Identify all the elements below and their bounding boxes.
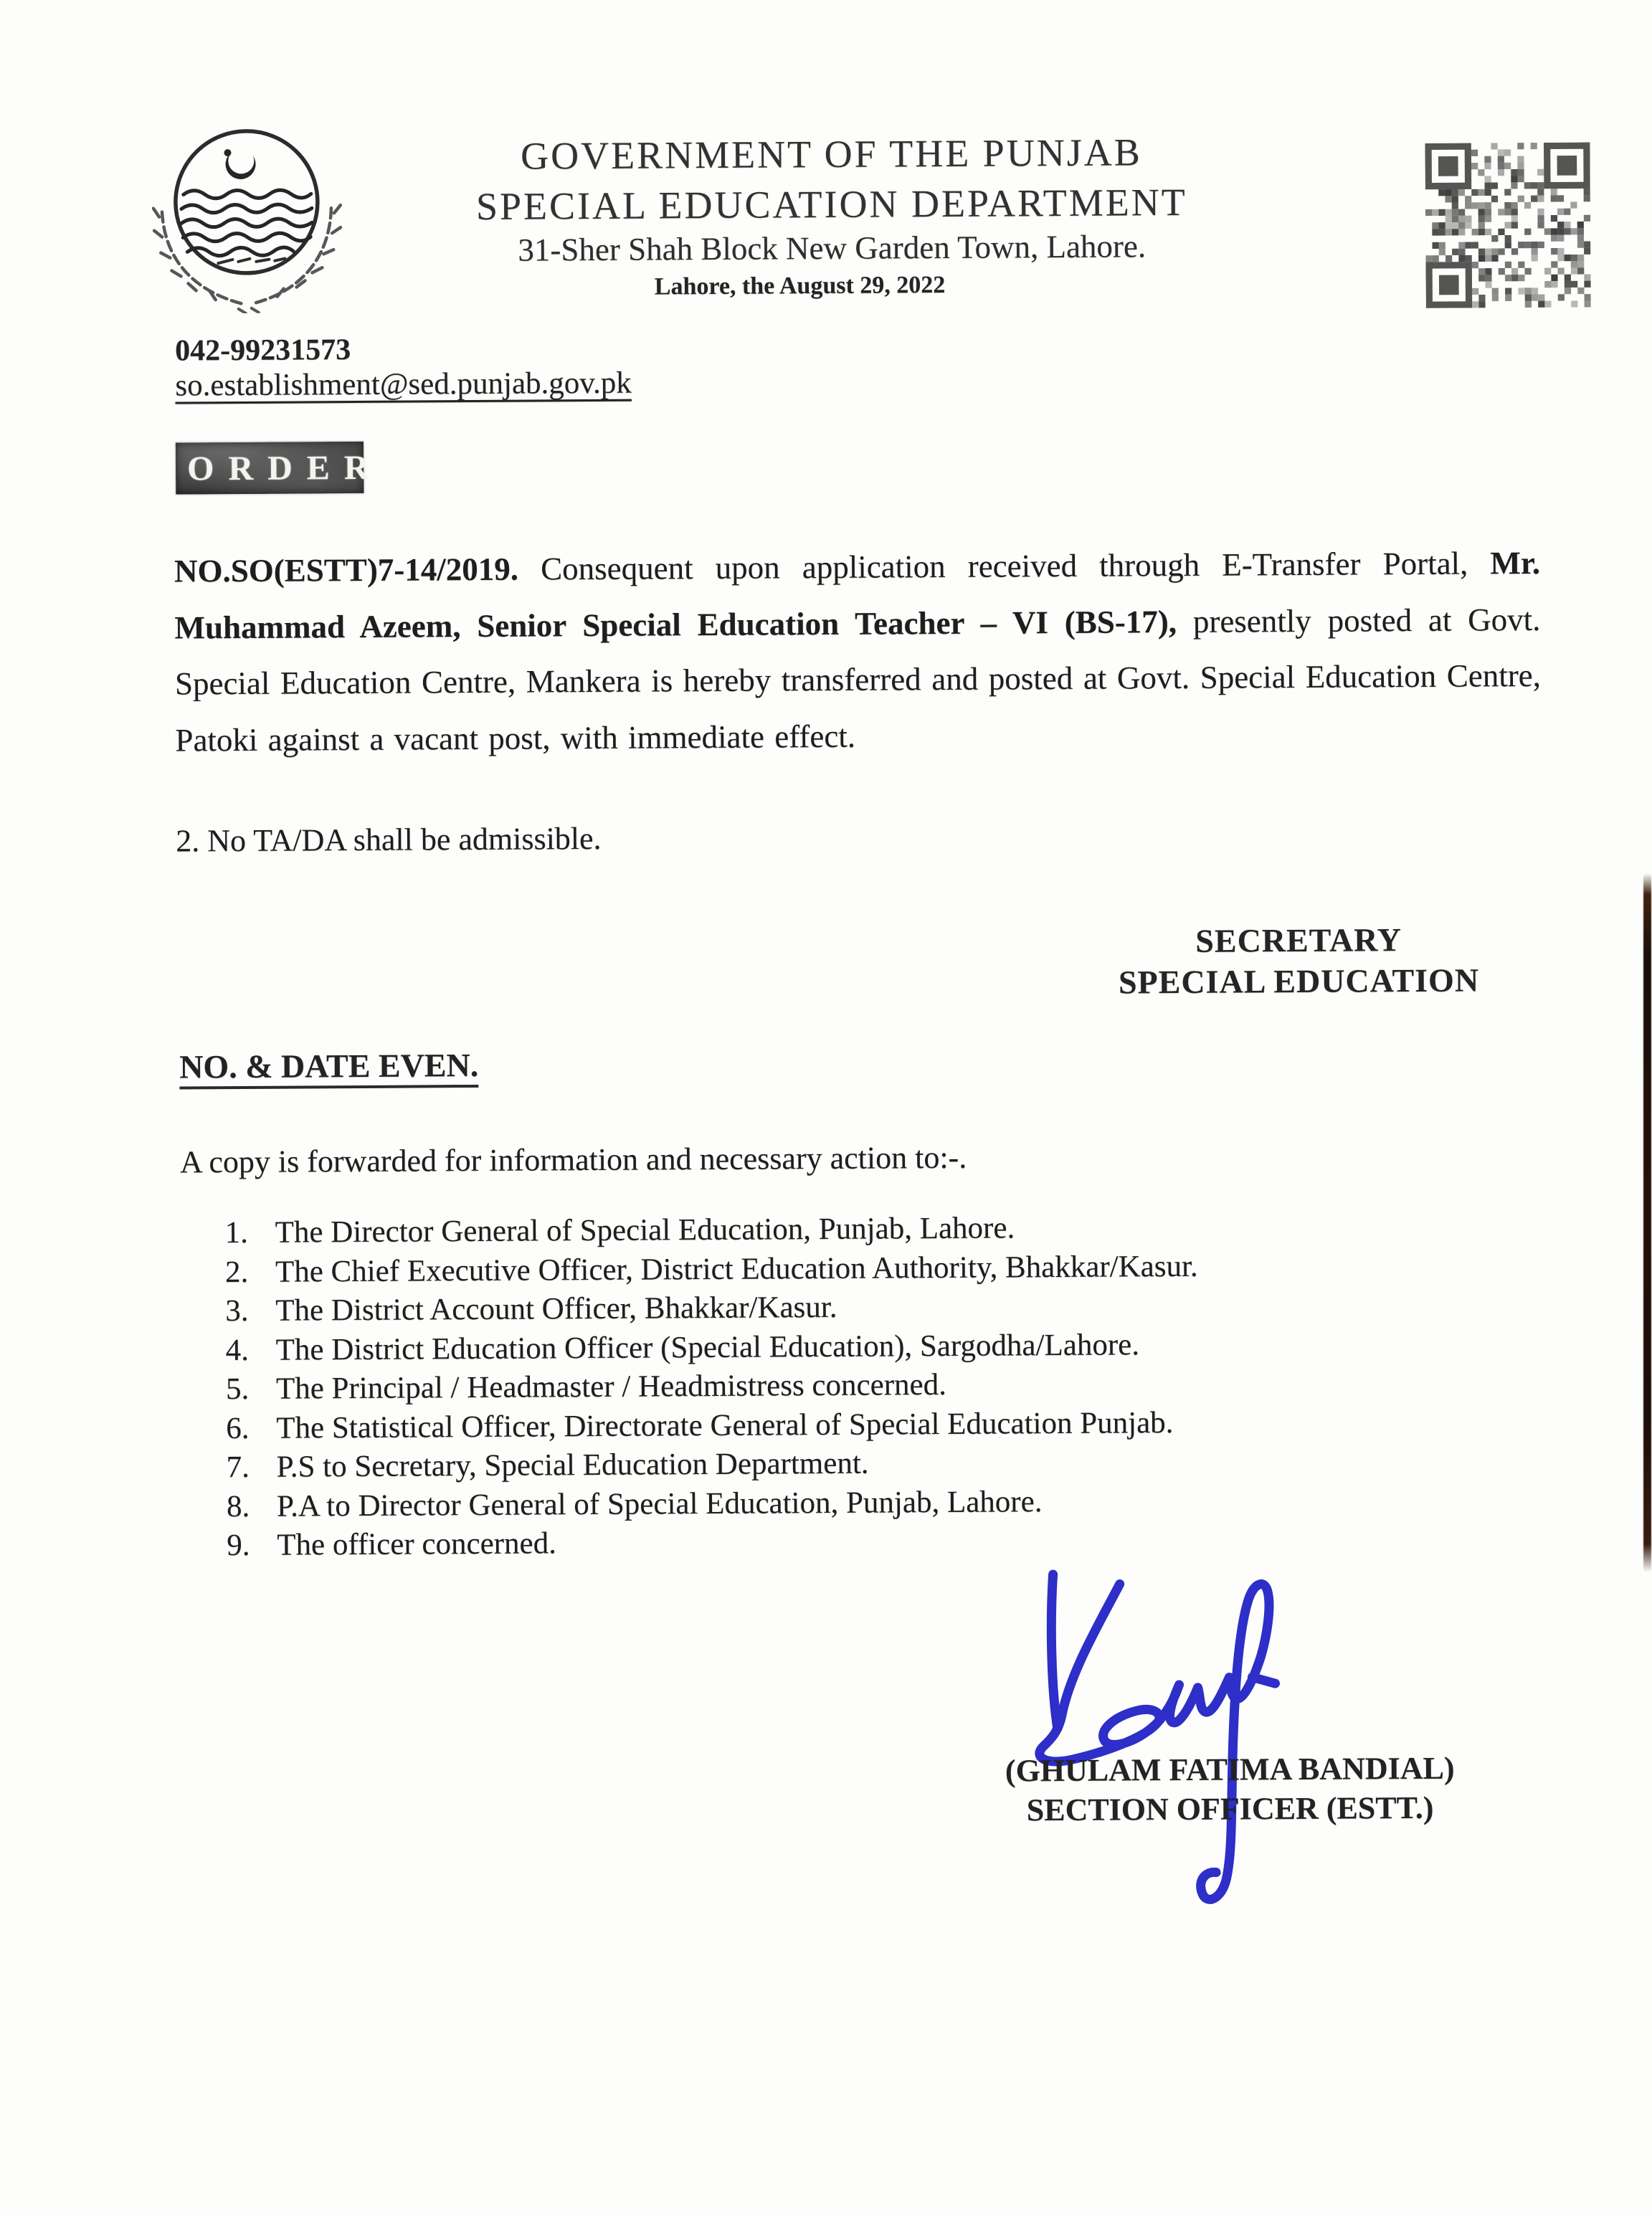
letter-date-line: Lahore, the August 29, 2022 xyxy=(654,271,946,300)
endorsement-heading: NO. & DATE EVEN. xyxy=(179,1049,478,1090)
recipient-text: The Principal / Headmaster / Headmistress concerned. xyxy=(275,1367,947,1406)
recipient-number xyxy=(226,1448,276,1488)
org-address: 31-Sher Shah Block New Garden Town, Lahore. xyxy=(518,228,1147,268)
signatory-designation: SECRETARY xyxy=(1195,921,1402,959)
recipient-text: P.S to Secretary, Special Education Department. xyxy=(276,1446,869,1484)
recipient-number xyxy=(226,1409,276,1448)
recipient-text: P.A to Director General of Special Education, Punjab, Lahore. xyxy=(276,1484,1043,1523)
officer-title: SECTION OFFICER (ESTT.) xyxy=(1026,1789,1434,1828)
recipient-text: The officer concerned. xyxy=(277,1526,557,1562)
recipient-text: The Director General of Special Education, Punjab, Lahore. xyxy=(275,1211,1015,1250)
scan-artifact-right-edge xyxy=(1643,873,1651,1572)
recipient-number xyxy=(224,1214,275,1253)
officer-name: (GHULAM FATIMA BANDIAL) xyxy=(1005,1750,1455,1789)
org-title-line2: SPECIAL EDUCATION DEPARTMENT xyxy=(475,180,1187,228)
recipient-number xyxy=(227,1526,277,1566)
order-stamp-label: ORDER xyxy=(186,448,384,488)
order-lead-text: Consequent upon application received through E-Transfer Portal, xyxy=(540,545,1468,587)
clause-2-tada: 2. No TA/DA shall be admissible. xyxy=(176,820,602,859)
recipient-list xyxy=(224,1206,1489,1565)
order-subject-person: Mr. Muhammad Azeem, Senior Special Education Teacher – VI (BS-17), xyxy=(174,544,1541,646)
email-address: so.establishment@sed.punjab.gov.pk xyxy=(175,366,632,403)
recipient-number xyxy=(225,1331,275,1370)
river-waves xyxy=(181,190,313,256)
copy-forwarded-line: A copy is forwarded for information and necessary action to:-. xyxy=(179,1139,967,1180)
list-item xyxy=(227,1518,1489,1565)
org-title-line1: GOVERNMENT OF THE PUNJAB xyxy=(521,130,1142,178)
punjab-crest-logo xyxy=(151,119,343,314)
phone-number: 042-99231573 xyxy=(175,333,351,368)
qr-code xyxy=(1425,142,1590,308)
recipient-number xyxy=(226,1370,276,1409)
recipient-text: The Statistical Officer, Directorate General of Special Education Punjab. xyxy=(276,1405,1174,1445)
order-body-text: presently posted at Govt. Special Education Centre, Mankera is hereby transferred and posted at Govt. Special Education Centre, Patoki against a vacant post, with immediate effect. xyxy=(174,601,1542,759)
order-reference-number: NO.SO(ESTT)7-14/2019. xyxy=(174,551,519,589)
order-stamp xyxy=(176,442,384,495)
recipient-text: The District Account Officer, Bhakkar/Kasur. xyxy=(275,1290,837,1328)
crescent-icon xyxy=(219,143,262,186)
script-marks xyxy=(218,259,285,264)
recipient-text: The District Education Officer (Special Education), Sargodha/Lahore. xyxy=(275,1327,1140,1367)
recipient-number xyxy=(225,1252,275,1292)
signature-ink xyxy=(1020,1564,1323,1924)
order-paragraph xyxy=(174,535,1542,769)
signatory-department: SPECIAL EDUCATION xyxy=(1118,961,1480,1001)
recipient-number xyxy=(225,1292,275,1331)
recipient-number xyxy=(227,1487,277,1526)
recipient-text: The Chief Executive Officer, District Education Authority, Bhakkar/Kasur. xyxy=(275,1249,1198,1289)
